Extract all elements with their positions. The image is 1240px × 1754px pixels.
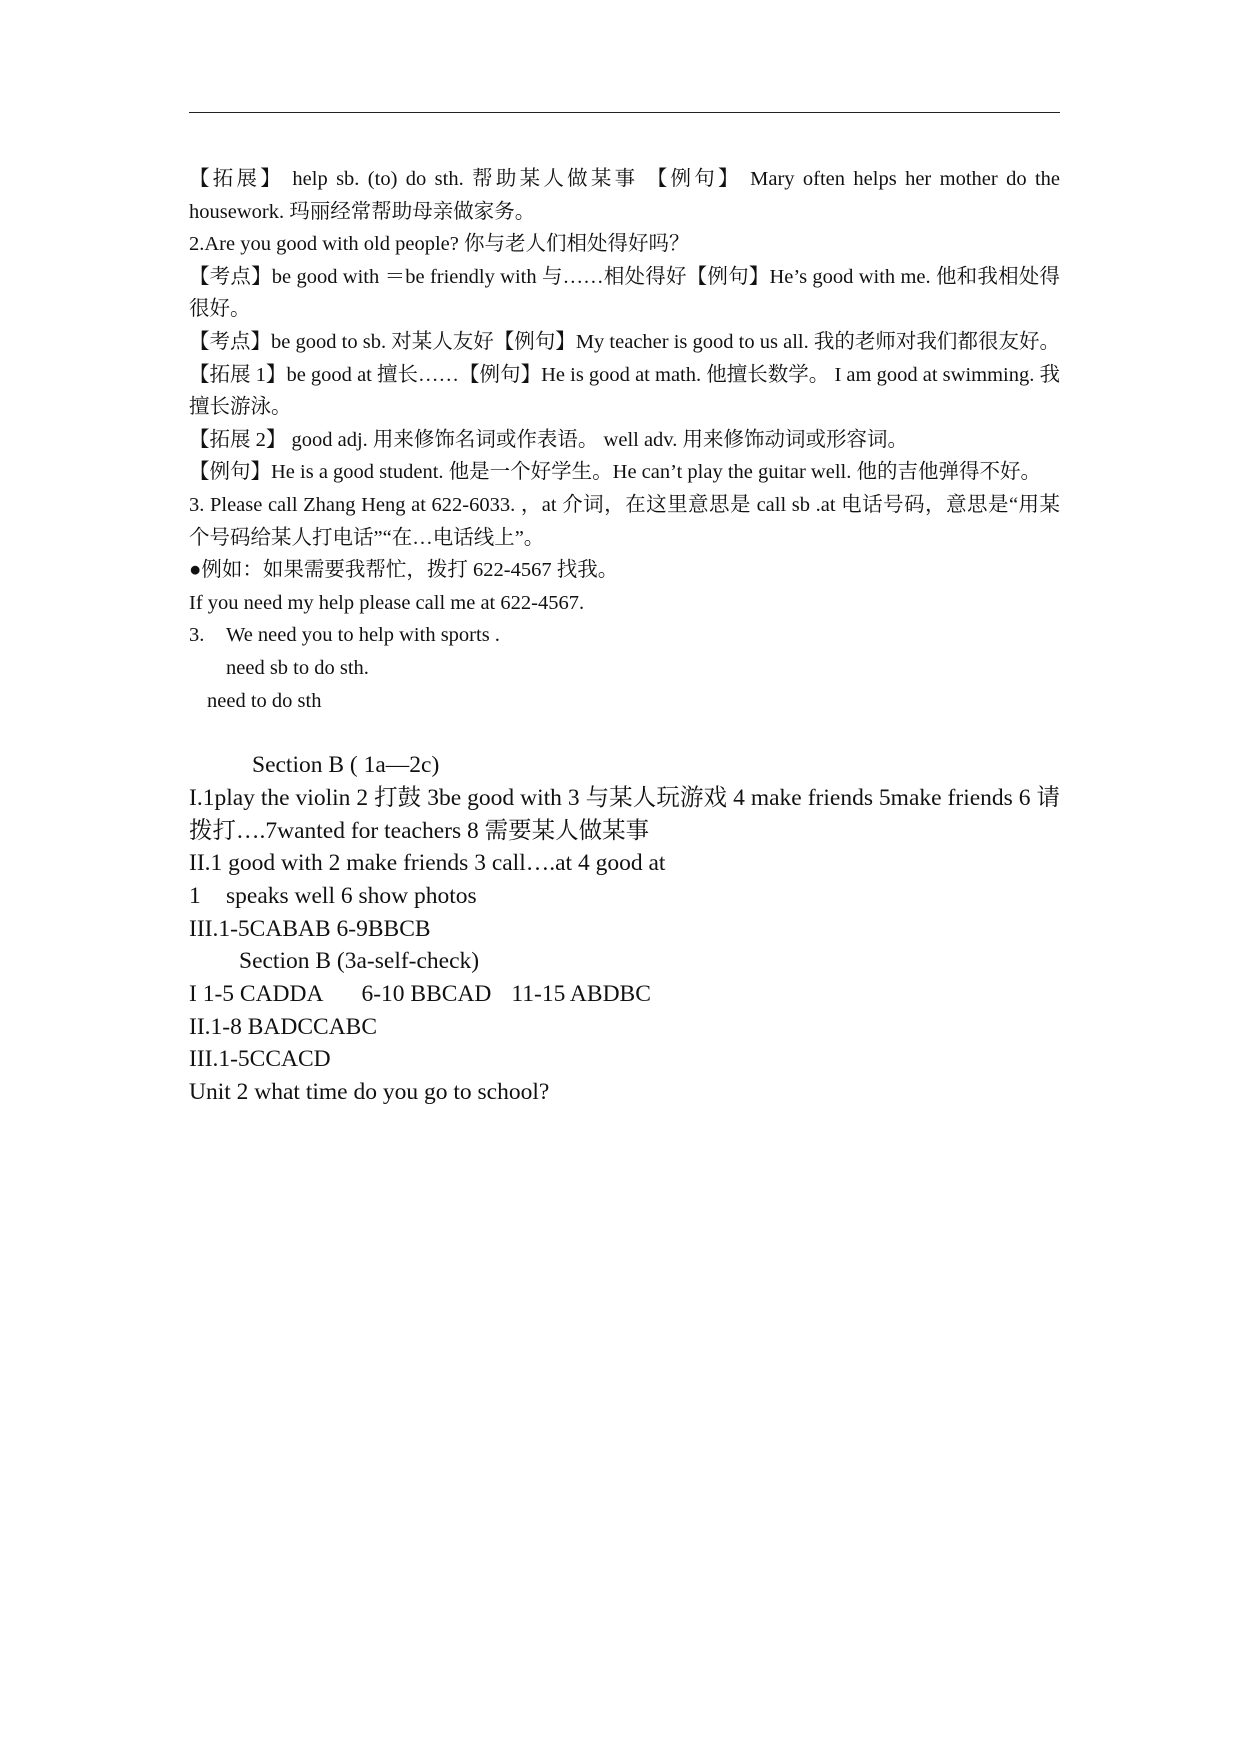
list-text: speaks well 6 show photos [226,882,477,909]
unit-heading: Unit 2 what time do you go to school? [189,1079,550,1106]
document-body [189,163,1060,1109]
answer-line: III.1-5CCACD [189,1046,331,1073]
note-phrase-need-to: need to do sth [207,689,322,712]
note-paragraph-example-cn: ●例如：如果需要我帮忙，拨打 622-4567 找我。 [189,559,619,582]
header-rule [189,112,1060,113]
answers-block [189,749,1060,1109]
note-paragraph-example-en: If you need my help please call me at 622-4567. [189,591,585,614]
answer-line [189,880,1060,913]
note-paragraph-help: 【拓展】 help sb. (to) do sth. 帮助某人做某事 【例句】 Mary often helps her mother do the housework. 玛丽经常帮助母亲做家务。 [189,168,1060,223]
note-paragraph-good-well: 【拓展 2】 good adj. 用来修饰名词或作表语。 well adv. 用来修饰动词或形容词。 [189,428,908,451]
answer-group: I 1-5 CADDA [189,981,324,1008]
note-paragraph-example: 【例句】He is a good student. 他是一个好学生。He can’t play the guitar well. 他的吉他弹得不好。 [189,461,1041,484]
note-paragraph-call: 3. Please call Zhang Heng at 622-6033. ，at 介词，在这里意思是 call sb .at 电话号码，意思是“用某个号码给某人打电话”“在…电话线上”。 [189,493,1060,549]
answer-line: II.1 good with 2 make friends 3 call….at 4 good at [189,850,666,877]
answer-group: 6-10 BBCAD [361,981,492,1008]
list-number: 1 [189,882,201,909]
answer-line: I.1play the violin 2 打鼓 3be good with 3 与某人玩游戏 4 make friends 5make friends 6 请拨打….7wanted for teachers 8 需要某人做某事 [189,784,1060,844]
answer-line: II.1-8 BADCCABC [189,1013,378,1040]
note-paragraph-good-to: 【考点】be good to sb. 对某人友好【例句】My teacher is good to us all. 我的老师对我们都很友好。【拓展 1】be good at 擅长……【例句】He is good at math. 他擅长数学。 I am good at swimming. 我擅长游泳。 [189,330,1060,419]
note-paragraph-question: 2.Are you good with old people? 你与老人们相处得好吗？ [189,233,690,256]
list-text: We need you to help with sports . [226,624,500,647]
section-title: Section B ( 1a—2c) [252,752,440,779]
spacer [189,717,1060,749]
note-list-item [189,619,1060,652]
section-title: Section B (3a-self-check) [239,948,480,975]
answer-group: 11-15 ABDBC [511,981,651,1008]
answer-line: III.1-5CABAB 6-9BBCB [189,915,431,942]
list-number: 3. [189,624,205,647]
note-paragraph-good-with: 【考点】be good with ＝be friendly with 与……相处得好【例句】He’s good with me. 他和我相处得很好。 [189,265,1060,321]
answer-line [189,978,1060,1011]
note-phrase-need-sb: need sb to do sth. [226,656,369,679]
notes-block [189,163,1060,717]
